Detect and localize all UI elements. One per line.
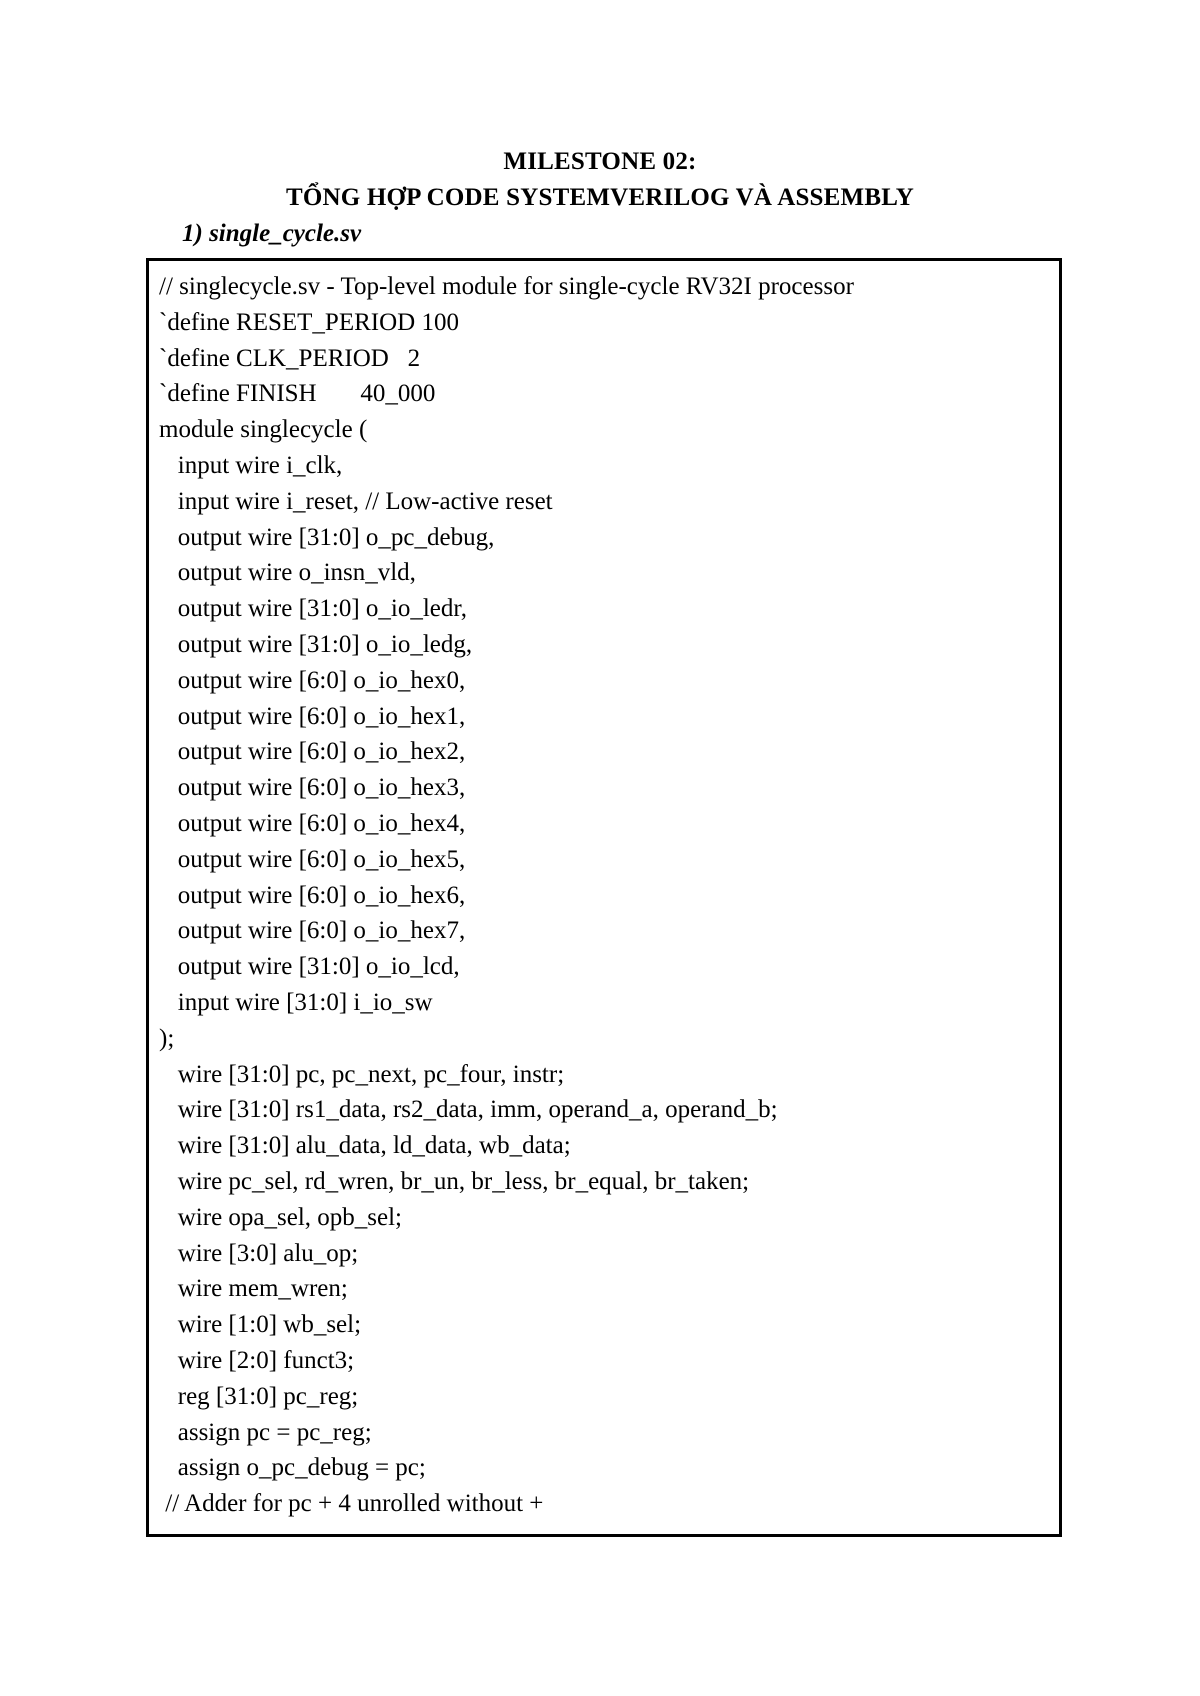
- code-line: wire opa_sel, opb_sel;: [159, 1203, 403, 1231]
- section-heading: 1) single_cycle.sv: [182, 220, 362, 247]
- code-listing: [159, 269, 854, 1522]
- code-line: input wire i_reset, // Low-active reset: [159, 487, 553, 515]
- code-line: output wire [6:0] o_io_hex5,: [159, 845, 466, 873]
- code-line: output wire [6:0] o_io_hex0,: [159, 666, 466, 694]
- code-line: output wire [6:0] o_io_hex3,: [159, 774, 466, 802]
- code-line: reg [31:0] pc_reg;: [159, 1382, 359, 1410]
- code-line: `define CLK_PERIOD 2: [159, 344, 421, 372]
- code-line: wire [31:0] alu_data, ld_data, wb_data;: [159, 1132, 571, 1160]
- code-line: output wire [6:0] o_io_hex6,: [159, 881, 466, 909]
- code-line: wire [3:0] alu_op;: [159, 1239, 359, 1267]
- code-line: output wire o_insn_vld,: [159, 559, 416, 587]
- code-line: output wire [6:0] o_io_hex4,: [159, 809, 466, 837]
- code-listing-box: [146, 258, 1062, 1537]
- code-line: output wire [31:0] o_io_lcd,: [159, 953, 460, 981]
- document-subtitle: TỔNG HỢP CODE SYSTEMVERILOG VÀ ASSEMBLY: [285, 184, 915, 211]
- code-line: );: [159, 1024, 175, 1052]
- code-line: assign pc = pc_reg;: [159, 1418, 372, 1446]
- code-line: `define RESET_PERIOD 100: [159, 308, 459, 336]
- code-line: output wire [6:0] o_io_hex2,: [159, 738, 466, 766]
- code-line: output wire [31:0] o_io_ledr,: [159, 595, 467, 623]
- code-line: wire [2:0] funct3;: [159, 1346, 355, 1374]
- code-line: assign o_pc_debug = pc;: [159, 1454, 426, 1482]
- code-line: input wire i_clk,: [159, 451, 343, 479]
- code-line: wire pc_sel, rd_wren, br_un, br_less, br_equal, br_taken;: [159, 1167, 750, 1195]
- code-line: // Adder for pc + 4 unrolled without +: [159, 1490, 544, 1518]
- code-line: wire mem_wren;: [159, 1275, 348, 1303]
- code-line: output wire [31:0] o_io_ledg,: [159, 630, 473, 658]
- code-line: output wire [31:0] o_pc_debug,: [159, 523, 495, 551]
- code-line: wire [1:0] wb_sel;: [159, 1311, 362, 1339]
- document-title: MILESTONE 02:: [503, 148, 697, 175]
- code-line: input wire [31:0] i_io_sw: [159, 988, 433, 1016]
- code-line: output wire [6:0] o_io_hex7,: [159, 917, 466, 945]
- code-line: `define FINISH 40_000: [159, 380, 436, 408]
- code-line: output wire [6:0] o_io_hex1,: [159, 702, 466, 730]
- code-line: wire [31:0] rs1_data, rs2_data, imm, operand_a, operand_b;: [159, 1096, 778, 1124]
- code-line: // singlecycle.sv - Top-level module for single-cycle RV32I processor: [159, 273, 854, 300]
- code-line: wire [31:0] pc, pc_next, pc_four, instr;: [159, 1060, 565, 1088]
- code-line: module singlecycle (: [159, 416, 368, 444]
